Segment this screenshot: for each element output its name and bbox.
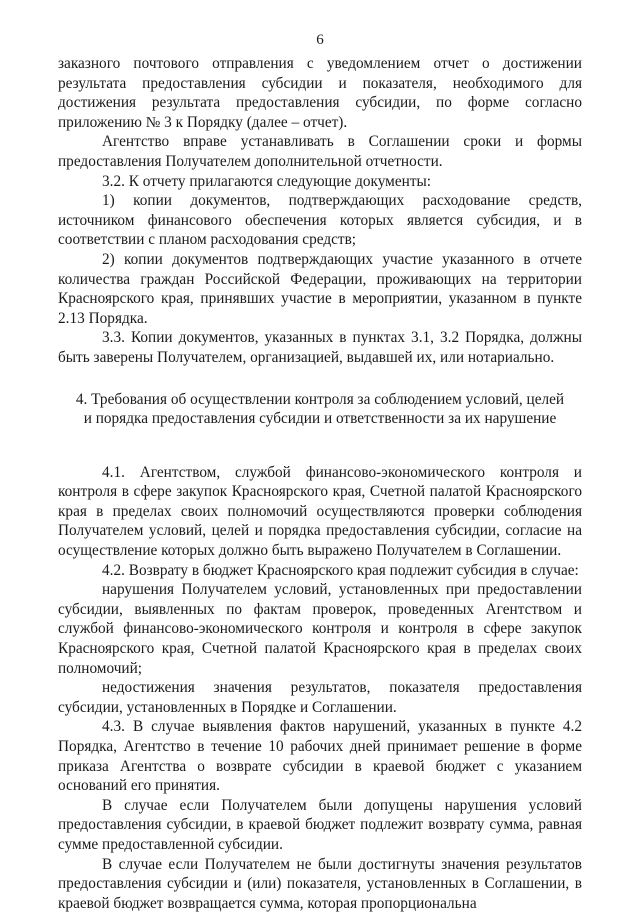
list-item-1: 1) копии документов, подтверждающих расходование средств, источником финансового обеспечения которых является субсидия, и в соответствии с планом расходования средств;: [58, 192, 582, 249]
paragraph-3-3: 3.3. Копии документов, указанных в пунктах 3.1, 3.2 Порядка, должны быть заверены Получателем, организацией, выдавшей их, или нотариально.: [58, 329, 582, 366]
page-number: 6: [316, 32, 324, 48]
section-4-heading: [58, 390, 582, 429]
list-item-2: 2) копии документов подтверждающих участие указанного в отчете количества граждан Российской Федерации, проживающих на территории Красноярского края, принявших участие в мероприятии, указанном в пункте 2.13 Порядка.: [58, 250, 582, 327]
paragraph-proportional-return: В случае если Получателем не были достигнуты значения результатов предоставления субсидии и (или) показателя, установленных в Соглашении, в краевой бюджет возвращается сумма, которая пропорциональна: [58, 855, 582, 912]
paragraph-4-1: 4.1. Агентством, службой финансово-экономического контроля и контроля в сфере закупок Красноярского края, Счетной палатой Красноярского края в пределах своих полномочий осуществляются проверки соблюдения Получателем условий, целей и порядка предоставления субсидии, согласие на осуществление которых должно быть выражено Получателем в Соглашении.: [58, 463, 582, 560]
spacer: [58, 429, 582, 463]
paragraph-4-2: 4.2. Возврату в бюджет Красноярского края подлежит субсидия в случае:: [102, 561, 579, 579]
section-4-heading-line-2: и порядка предоставления субсидии и ответственности за их нарушение: [83, 410, 557, 428]
document-body: [58, 54, 582, 913]
paragraph-report-submission: заказного почтового отправления с уведомлением отчет о достижении результата предоставления субсидии и показателя, необходимого для достижения результата предоставления субсидии, по форме согласно приложению № 3 к Порядку (далее – отчет).: [58, 55, 582, 131]
paragraph-non-achievement-case: недостижения значения результатов, показателя предоставления субсидии, установленных в Порядке и Соглашении.: [58, 679, 582, 716]
paragraph-3-2: 3.2. К отчету прилагаются следующие документы:: [102, 172, 432, 190]
spacer: [58, 368, 582, 390]
section-4-heading-line-1: 4. Требования об осуществлении контроля за соблюдением условий, целей: [75, 390, 565, 408]
paragraph-additional-reporting: Агентство вправе устанавливать в Соглашении сроки и формы предоставления Получателем дополнительной отчетности.: [58, 133, 582, 170]
paragraph-violation-case: нарушения Получателем условий, установленных при предоставлении субсидии, выявленных по фактам проверок, проведенных Агентством и службой финансово-экономического контроля и контроля в сфере закупок Красноярского края, Счетной палатой Красноярского края в пределах своих полномочий;: [58, 581, 582, 677]
paragraph-4-3: 4.3. В случае выявления фактов нарушений, указанных в пункте 4.2 Порядка, Агентство в течение 10 рабочих дней принимает решение в форме приказа Агентства о возврате субсидии в краевой бюджет с указанием оснований его принятия.: [58, 718, 582, 795]
paragraph-full-return: В случае если Получателем были допущены нарушения условий предоставления субсидии, в краевой бюджет подлежит возврату сумма, равная сумме предоставленной субсидии.: [58, 796, 582, 853]
